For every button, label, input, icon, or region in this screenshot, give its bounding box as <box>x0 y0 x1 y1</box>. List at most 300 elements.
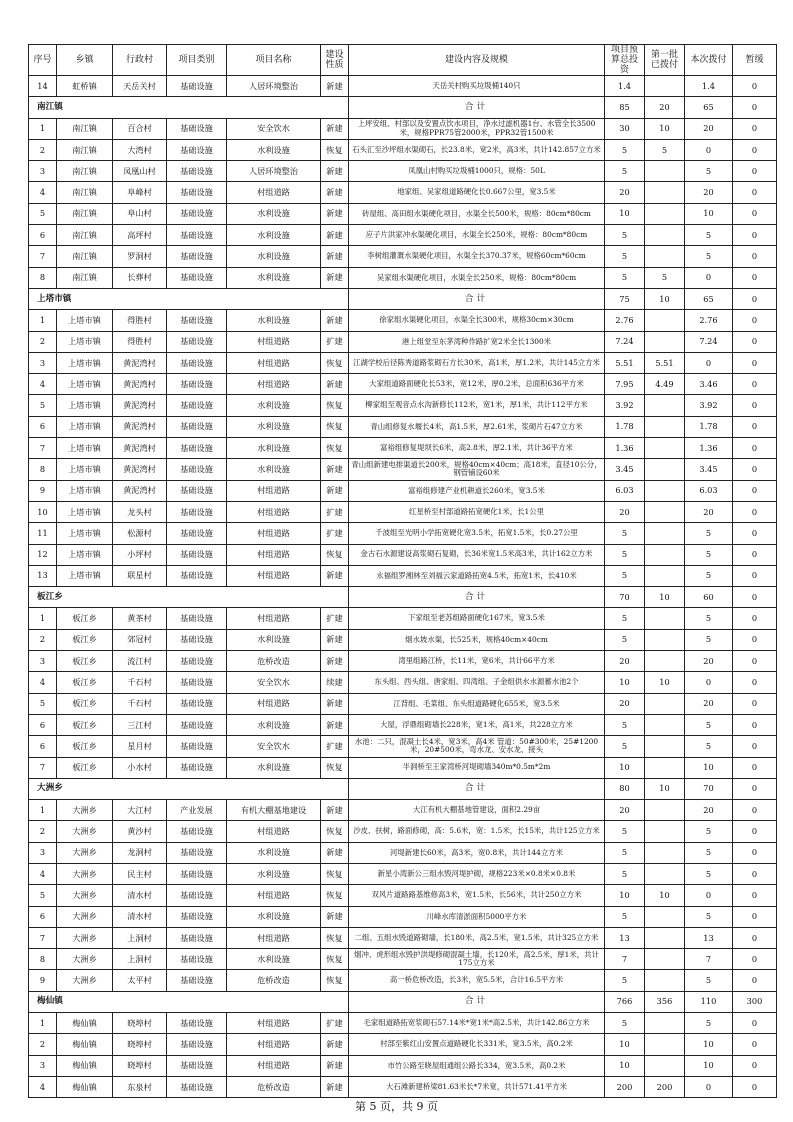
cell-deferred: 0 <box>733 76 777 97</box>
cell-description: 大石滩新建桥梁81.63米长*7米宽，共计571.41平方米 <box>349 1076 605 1097</box>
cell-category: 基础设施 <box>167 139 227 160</box>
cell-budget: 5 <box>605 714 645 735</box>
cell-first-batch: 10 <box>645 672 685 693</box>
cell-deferred: 0 <box>733 459 777 480</box>
cell-first-batch <box>645 757 685 778</box>
header-cell-village: 行政村 <box>113 45 167 76</box>
cell-description: 地家组、吴家组道路硬化长0.667公里，宽3.5米 <box>349 182 605 203</box>
cell-town: 上塔市镇 <box>57 310 113 331</box>
cell-nature: 新建 <box>321 1034 349 1055</box>
cell-deferred: 0 <box>733 863 777 884</box>
cell-first-batch <box>645 714 685 735</box>
table-row <box>29 374 777 395</box>
table-row <box>29 608 777 629</box>
cell-description: 富裕组修建产业机耕道长260米，宽3.5米 <box>349 480 605 501</box>
project-table <box>28 44 777 1098</box>
cell-deferred: 0 <box>733 118 777 139</box>
cell-project-name: 村组道路 <box>227 1055 321 1076</box>
cell-budget: 5 <box>605 544 645 565</box>
table-row <box>29 629 777 650</box>
cell-first-batch <box>645 1034 685 1055</box>
cell-budget: 5 <box>605 906 645 927</box>
section-deferred-total: 0 <box>733 97 777 118</box>
section-town-name: 大洲乡 <box>29 778 349 799</box>
cell-nature: 新建 <box>321 906 349 927</box>
cell-first-batch <box>645 906 685 927</box>
cell-budget: 20 <box>605 182 645 203</box>
cell-first-batch <box>645 821 685 842</box>
cell-town: 虹桥镇 <box>57 76 113 97</box>
cell-category: 基础设施 <box>167 76 227 97</box>
cell-nature: 新建 <box>321 374 349 395</box>
cell-town: 上塔市镇 <box>57 459 113 480</box>
cell-village: 罗洞村 <box>113 246 167 267</box>
cell-town: 上塔市镇 <box>57 331 113 352</box>
cell-first-batch <box>645 310 685 331</box>
cell-town: 上塔市镇 <box>57 374 113 395</box>
cell-deferred: 0 <box>733 906 777 927</box>
cell-village: 晓埠村 <box>113 1055 167 1076</box>
cell-town: 板江乡 <box>57 651 113 672</box>
cell-budget: 7 <box>605 949 645 970</box>
table-row <box>29 1055 777 1076</box>
cell-category: 基础设施 <box>167 331 227 352</box>
cell-no: 1 <box>29 1013 57 1034</box>
section-first-batch-total: 10 <box>645 288 685 309</box>
cell-nature: 恢复 <box>321 863 349 884</box>
table-row <box>29 459 777 480</box>
cell-deferred: 0 <box>733 1013 777 1034</box>
table-row <box>29 885 777 906</box>
cell-nature: 恢复 <box>321 821 349 842</box>
cell-nature: 新建 <box>321 203 349 224</box>
cell-project-name: 水利设施 <box>227 395 321 416</box>
header-cell-deferred: 暂缓 <box>733 45 777 76</box>
cell-budget: 5 <box>605 629 645 650</box>
cell-deferred: 0 <box>733 885 777 906</box>
cell-current-batch: 6.03 <box>685 480 733 501</box>
section-current-batch-total: 70 <box>685 778 733 799</box>
cell-first-batch: 5 <box>645 139 685 160</box>
cell-nature: 恢复 <box>321 544 349 565</box>
cell-first-batch: 10 <box>645 118 685 139</box>
cell-category: 基础设施 <box>167 885 227 906</box>
cell-category: 基础设施 <box>167 523 227 544</box>
cell-current-batch: 5 <box>685 821 733 842</box>
cell-category: 基础设施 <box>167 693 227 714</box>
cell-village: 黄泥湾村 <box>113 374 167 395</box>
cell-nature: 新建 <box>321 693 349 714</box>
cell-no: 7 <box>29 246 57 267</box>
section-total-row <box>29 778 777 799</box>
cell-project-name: 危桥改造 <box>227 1076 321 1097</box>
cell-no: 4 <box>29 1076 57 1097</box>
cell-first-batch <box>645 927 685 948</box>
cell-nature: 新建 <box>321 629 349 650</box>
cell-budget: 5 <box>605 842 645 863</box>
cell-town: 大洲乡 <box>57 863 113 884</box>
cell-budget: 30 <box>605 118 645 139</box>
cell-budget: 6.03 <box>605 480 645 501</box>
cell-category: 基础设施 <box>167 842 227 863</box>
table-row <box>29 352 777 373</box>
cell-no: 9 <box>29 480 57 501</box>
cell-no: 7 <box>29 757 57 778</box>
cell-no: 8 <box>29 459 57 480</box>
cell-current-batch: 2.76 <box>685 310 733 331</box>
cell-deferred: 0 <box>733 736 777 757</box>
cell-first-batch <box>645 1055 685 1076</box>
cell-description: 凤凰山村购买垃圾桶1000只，规格：50L <box>349 161 605 182</box>
cell-current-batch: 5 <box>685 1013 733 1034</box>
cell-category: 基础设施 <box>167 544 227 565</box>
cell-deferred: 0 <box>733 842 777 863</box>
cell-budget: 5 <box>605 863 645 884</box>
cell-nature: 扩建 <box>321 608 349 629</box>
cell-project-name: 村组道路 <box>227 544 321 565</box>
cell-village: 民主村 <box>113 863 167 884</box>
cell-description: 二组、五组水毁道路砌墙，长180米，高2.5米，宽1.5米，共计325立方米 <box>349 927 605 948</box>
cell-deferred: 0 <box>733 161 777 182</box>
section-total-label: 合计 <box>349 991 605 1012</box>
cell-budget: 5 <box>605 821 645 842</box>
cell-first-batch <box>645 863 685 884</box>
cell-village: 阜峰村 <box>113 182 167 203</box>
cell-project-name: 村组道路 <box>227 182 321 203</box>
section-town-name: 南江镇 <box>29 97 349 118</box>
cell-description: 水池：二只，混凝土长4米，宽3米，高4米 管道：50#300米，25#1200米，20#500米，弯水龙、安水龙、接头 <box>349 736 605 757</box>
cell-current-batch: 0 <box>685 1076 733 1097</box>
cell-description: 吴家组水渠硬化项目，水渠全长250米，规格：80cm*80cm <box>349 267 605 288</box>
cell-deferred: 0 <box>733 651 777 672</box>
cell-description: 青山组新建电排渠道长200米，规格40cm×40cm；高18米，直径10公分，钢管铺设60米 <box>349 459 605 480</box>
cell-deferred: 0 <box>733 800 777 821</box>
cell-current-batch: 5 <box>685 565 733 586</box>
cell-no: 3 <box>29 651 57 672</box>
cell-village: 晓埠村 <box>113 1013 167 1034</box>
cell-town: 南江镇 <box>57 225 113 246</box>
section-budget-total: 766 <box>605 991 645 1012</box>
cell-village: 流江村 <box>113 651 167 672</box>
cell-budget: 1.36 <box>605 438 645 459</box>
cell-project-name: 水利设施 <box>227 139 321 160</box>
cell-no: 3 <box>29 842 57 863</box>
cell-town: 板江乡 <box>57 693 113 714</box>
cell-town: 南江镇 <box>57 161 113 182</box>
section-budget-total: 75 <box>605 288 645 309</box>
cell-project-name: 村组道路 <box>227 608 321 629</box>
table-row <box>29 246 777 267</box>
cell-description: 天岳关村购买垃圾桶140只 <box>349 76 605 97</box>
cell-current-batch: 20 <box>685 182 733 203</box>
cell-no: 5 <box>29 203 57 224</box>
cell-town: 梅仙镇 <box>57 1013 113 1034</box>
cell-first-batch: 200 <box>645 1076 685 1097</box>
cell-category: 基础设施 <box>167 459 227 480</box>
cell-category: 基础设施 <box>167 267 227 288</box>
cell-budget: 5 <box>605 970 645 991</box>
cell-current-batch: 10 <box>685 757 733 778</box>
cell-village: 大湾村 <box>113 139 167 160</box>
cell-project-name: 水利设施 <box>227 906 321 927</box>
cell-town: 上塔市镇 <box>57 501 113 522</box>
cell-nature: 新建 <box>321 161 349 182</box>
cell-project-name: 水利设施 <box>227 225 321 246</box>
cell-category: 基础设施 <box>167 927 227 948</box>
cell-project-name: 村组道路 <box>227 523 321 544</box>
cell-village: 阜山村 <box>113 203 167 224</box>
cell-budget: 5 <box>605 1013 645 1034</box>
cell-village: 松源村 <box>113 523 167 544</box>
section-first-batch-total: 10 <box>645 587 685 608</box>
cell-budget: 10 <box>605 672 645 693</box>
cell-project-name: 村组道路 <box>227 501 321 522</box>
cell-first-batch <box>645 629 685 650</box>
cell-nature: 扩建 <box>321 736 349 757</box>
cell-nature: 新建 <box>321 310 349 331</box>
cell-project-name: 安全饮水 <box>227 672 321 693</box>
cell-project-name: 村组道路 <box>227 374 321 395</box>
cell-current-batch: 3.92 <box>685 395 733 416</box>
header-cell-current-batch: 本次拨付 <box>685 45 733 76</box>
cell-category: 基础设施 <box>167 565 227 586</box>
cell-project-name: 水利设施 <box>227 416 321 437</box>
cell-description: 应子片洪家冲水渠硬化项目，水渠全长250米，规格：80cm*80cm <box>349 225 605 246</box>
cell-nature: 新建 <box>321 565 349 586</box>
cell-description: 大屋，浮鼎组砌墙长228米，宽1米，高1米，共228立方米 <box>349 714 605 735</box>
cell-current-batch: 1.78 <box>685 416 733 437</box>
cell-no: 5 <box>29 885 57 906</box>
cell-deferred: 0 <box>733 927 777 948</box>
cell-current-batch: 13 <box>685 927 733 948</box>
cell-deferred: 0 <box>733 1034 777 1055</box>
cell-current-batch: 5 <box>685 523 733 544</box>
cell-description: 高一桥危桥改造，长3米，宽5.5米，合计16.5平方米 <box>349 970 605 991</box>
cell-deferred: 0 <box>733 714 777 735</box>
cell-project-name: 安全饮水 <box>227 118 321 139</box>
cell-budget: 10 <box>605 203 645 224</box>
cell-first-batch <box>645 800 685 821</box>
cell-deferred: 0 <box>733 523 777 544</box>
cell-no: 7 <box>29 438 57 459</box>
cell-village: 清水村 <box>113 906 167 927</box>
cell-nature: 恢复 <box>321 139 349 160</box>
section-current-batch-total: 65 <box>685 97 733 118</box>
cell-village: 三江村 <box>113 714 167 735</box>
cell-town: 上塔市镇 <box>57 565 113 586</box>
cell-nature: 新建 <box>321 459 349 480</box>
cell-town: 上塔市镇 <box>57 416 113 437</box>
cell-town: 板江乡 <box>57 714 113 735</box>
section-budget-total: 85 <box>605 97 645 118</box>
section-total-row <box>29 97 777 118</box>
section-current-batch-total: 60 <box>685 587 733 608</box>
page-footer: 第 5 页，共 9 页 <box>355 1100 438 1113</box>
cell-village: 联星村 <box>113 565 167 586</box>
table-header <box>29 45 777 76</box>
header-cell-budget: 项目预算总投资 <box>605 45 645 76</box>
cell-description: 烟水坡水渠，长525米，规格40cm×40cm <box>349 629 605 650</box>
cell-nature: 新建 <box>321 842 349 863</box>
table-row <box>29 693 777 714</box>
section-deferred-total: 0 <box>733 288 777 309</box>
cell-nature: 新建 <box>321 118 349 139</box>
cell-first-batch <box>645 459 685 480</box>
table-row <box>29 225 777 246</box>
cell-budget: 20 <box>605 501 645 522</box>
cell-village: 东泉村 <box>113 1076 167 1097</box>
cell-nature: 恢复 <box>321 757 349 778</box>
table-row <box>29 76 777 97</box>
cell-first-batch <box>645 395 685 416</box>
cell-budget: 20 <box>605 693 645 714</box>
table-row <box>29 651 777 672</box>
cell-category: 基础设施 <box>167 118 227 139</box>
cell-budget: 5 <box>605 736 645 757</box>
cell-current-batch: 5 <box>685 714 733 735</box>
cell-deferred: 0 <box>733 416 777 437</box>
section-deferred-total: 300 <box>733 991 777 1012</box>
cell-category: 基础设施 <box>167 438 227 459</box>
cell-current-batch: 0 <box>685 672 733 693</box>
section-total-row <box>29 288 777 309</box>
cell-deferred: 0 <box>733 949 777 970</box>
cell-nature: 恢复 <box>321 970 349 991</box>
cell-project-name: 村组道路 <box>227 331 321 352</box>
cell-category: 基础设施 <box>167 629 227 650</box>
cell-project-name: 水利设施 <box>227 949 321 970</box>
cell-category: 基础设施 <box>167 714 227 735</box>
cell-village: 天岳关村 <box>113 76 167 97</box>
cell-town: 大洲乡 <box>57 821 113 842</box>
table-row <box>29 1076 777 1097</box>
cell-deferred: 0 <box>733 970 777 991</box>
cell-first-batch <box>645 76 685 97</box>
cell-project-name: 水利设施 <box>227 863 321 884</box>
cell-no: 1 <box>29 118 57 139</box>
cell-project-name: 水利设施 <box>227 203 321 224</box>
cell-town: 板江乡 <box>57 757 113 778</box>
cell-budget: 5 <box>605 267 645 288</box>
cell-project-name: 危桥改造 <box>227 651 321 672</box>
cell-project-name: 村组道路 <box>227 927 321 948</box>
table-row <box>29 970 777 991</box>
cell-nature: 恢复 <box>321 438 349 459</box>
cell-town: 板江乡 <box>57 629 113 650</box>
section-total-label: 合计 <box>349 587 605 608</box>
cell-village: 龙洞村 <box>113 842 167 863</box>
section-current-batch-total: 65 <box>685 288 733 309</box>
cell-description: 东头组、西头组、唐家组、四湾组、子金组供水水源蓄水池2个 <box>349 672 605 693</box>
cell-nature: 恢复 <box>321 416 349 437</box>
cell-description: 沙皮、扶树，路面修砌，高：5.6米，宽：1.5米，长15米，共计125立方米 <box>349 821 605 842</box>
cell-category: 基础设施 <box>167 736 227 757</box>
cell-current-batch: 10 <box>685 1055 733 1076</box>
cell-town: 梅仙镇 <box>57 1076 113 1097</box>
cell-project-name: 村组道路 <box>227 885 321 906</box>
cell-category: 基础设施 <box>167 352 227 373</box>
cell-category: 基础设施 <box>167 863 227 884</box>
cell-no: 6 <box>29 225 57 246</box>
cell-first-batch: 10 <box>645 885 685 906</box>
cell-no: 11 <box>29 523 57 544</box>
cell-no: 6 <box>29 736 57 757</box>
table-row <box>29 331 777 352</box>
cell-current-batch: 3.46 <box>685 374 733 395</box>
cell-project-name: 村组道路 <box>227 565 321 586</box>
cell-deferred: 0 <box>733 267 777 288</box>
cell-first-batch <box>645 161 685 182</box>
cell-first-batch <box>645 842 685 863</box>
table-row <box>29 182 777 203</box>
cell-description: 毛家组道路拓宽浆砌石57.14米*宽1米*高2.5米，共计142.86立方米 <box>349 1013 605 1034</box>
cell-town: 梅仙镇 <box>57 1055 113 1076</box>
cell-nature: 续建 <box>321 672 349 693</box>
cell-no: 3 <box>29 1055 57 1076</box>
cell-current-batch: 0 <box>685 885 733 906</box>
cell-category: 基础设施 <box>167 374 227 395</box>
cell-village: 千石村 <box>113 672 167 693</box>
cell-no: 1 <box>29 310 57 331</box>
cell-village: 星月村 <box>113 736 167 757</box>
cell-category: 基础设施 <box>167 395 227 416</box>
cell-no: 5 <box>29 395 57 416</box>
cell-category: 基础设施 <box>167 501 227 522</box>
cell-town: 上塔市镇 <box>57 523 113 544</box>
section-town-name: 板江乡 <box>29 587 349 608</box>
cell-nature: 新建 <box>321 480 349 501</box>
cell-deferred: 0 <box>733 182 777 203</box>
cell-budget: 7.24 <box>605 331 645 352</box>
cell-village: 高坪村 <box>113 225 167 246</box>
cell-current-batch: 7 <box>685 949 733 970</box>
cell-no: 3 <box>29 161 57 182</box>
cell-description: 永福组罗湘林至刘福云家道路拓宽4.5米，拓宽1米，长410米 <box>349 565 605 586</box>
cell-category: 基础设施 <box>167 310 227 331</box>
cell-project-name: 水利设施 <box>227 842 321 863</box>
cell-budget: 1.78 <box>605 416 645 437</box>
cell-village: 黄泥湾村 <box>113 352 167 373</box>
cell-description: 河堤新建长60米，高3米，宽0.8米，共计144立方米 <box>349 842 605 863</box>
cell-category: 基础设施 <box>167 970 227 991</box>
section-total-row <box>29 587 777 608</box>
cell-town: 大洲乡 <box>57 800 113 821</box>
cell-project-name: 水利设施 <box>227 714 321 735</box>
cell-village: 黄沙村 <box>113 821 167 842</box>
cell-first-batch <box>645 246 685 267</box>
cell-nature: 恢复 <box>321 949 349 970</box>
cell-no: 2 <box>29 1034 57 1055</box>
cell-nature: 恢复 <box>321 352 349 373</box>
cell-description: 市竹公路至晓屋组通组公路长334，宽3.5米，高0.2米 <box>349 1055 605 1076</box>
cell-first-batch <box>645 182 685 203</box>
cell-budget: 10 <box>605 885 645 906</box>
cell-category: 基础设施 <box>167 1076 227 1097</box>
cell-description: 新星小湾新公三组水毁河堤护砌，规格223米×0.8米×0.8米 <box>349 863 605 884</box>
cell-first-batch: 5.51 <box>645 352 685 373</box>
table-row <box>29 501 777 522</box>
section-budget-total: 70 <box>605 587 645 608</box>
table-row <box>29 863 777 884</box>
cell-first-batch <box>645 736 685 757</box>
cell-current-batch: 1.36 <box>685 438 733 459</box>
cell-nature: 扩建 <box>321 1013 349 1034</box>
cell-village: 凤凰山村 <box>113 161 167 182</box>
table-row <box>29 544 777 565</box>
section-total-row <box>29 991 777 1012</box>
cell-category: 基础设施 <box>167 672 227 693</box>
cell-category: 基础设施 <box>167 225 227 246</box>
